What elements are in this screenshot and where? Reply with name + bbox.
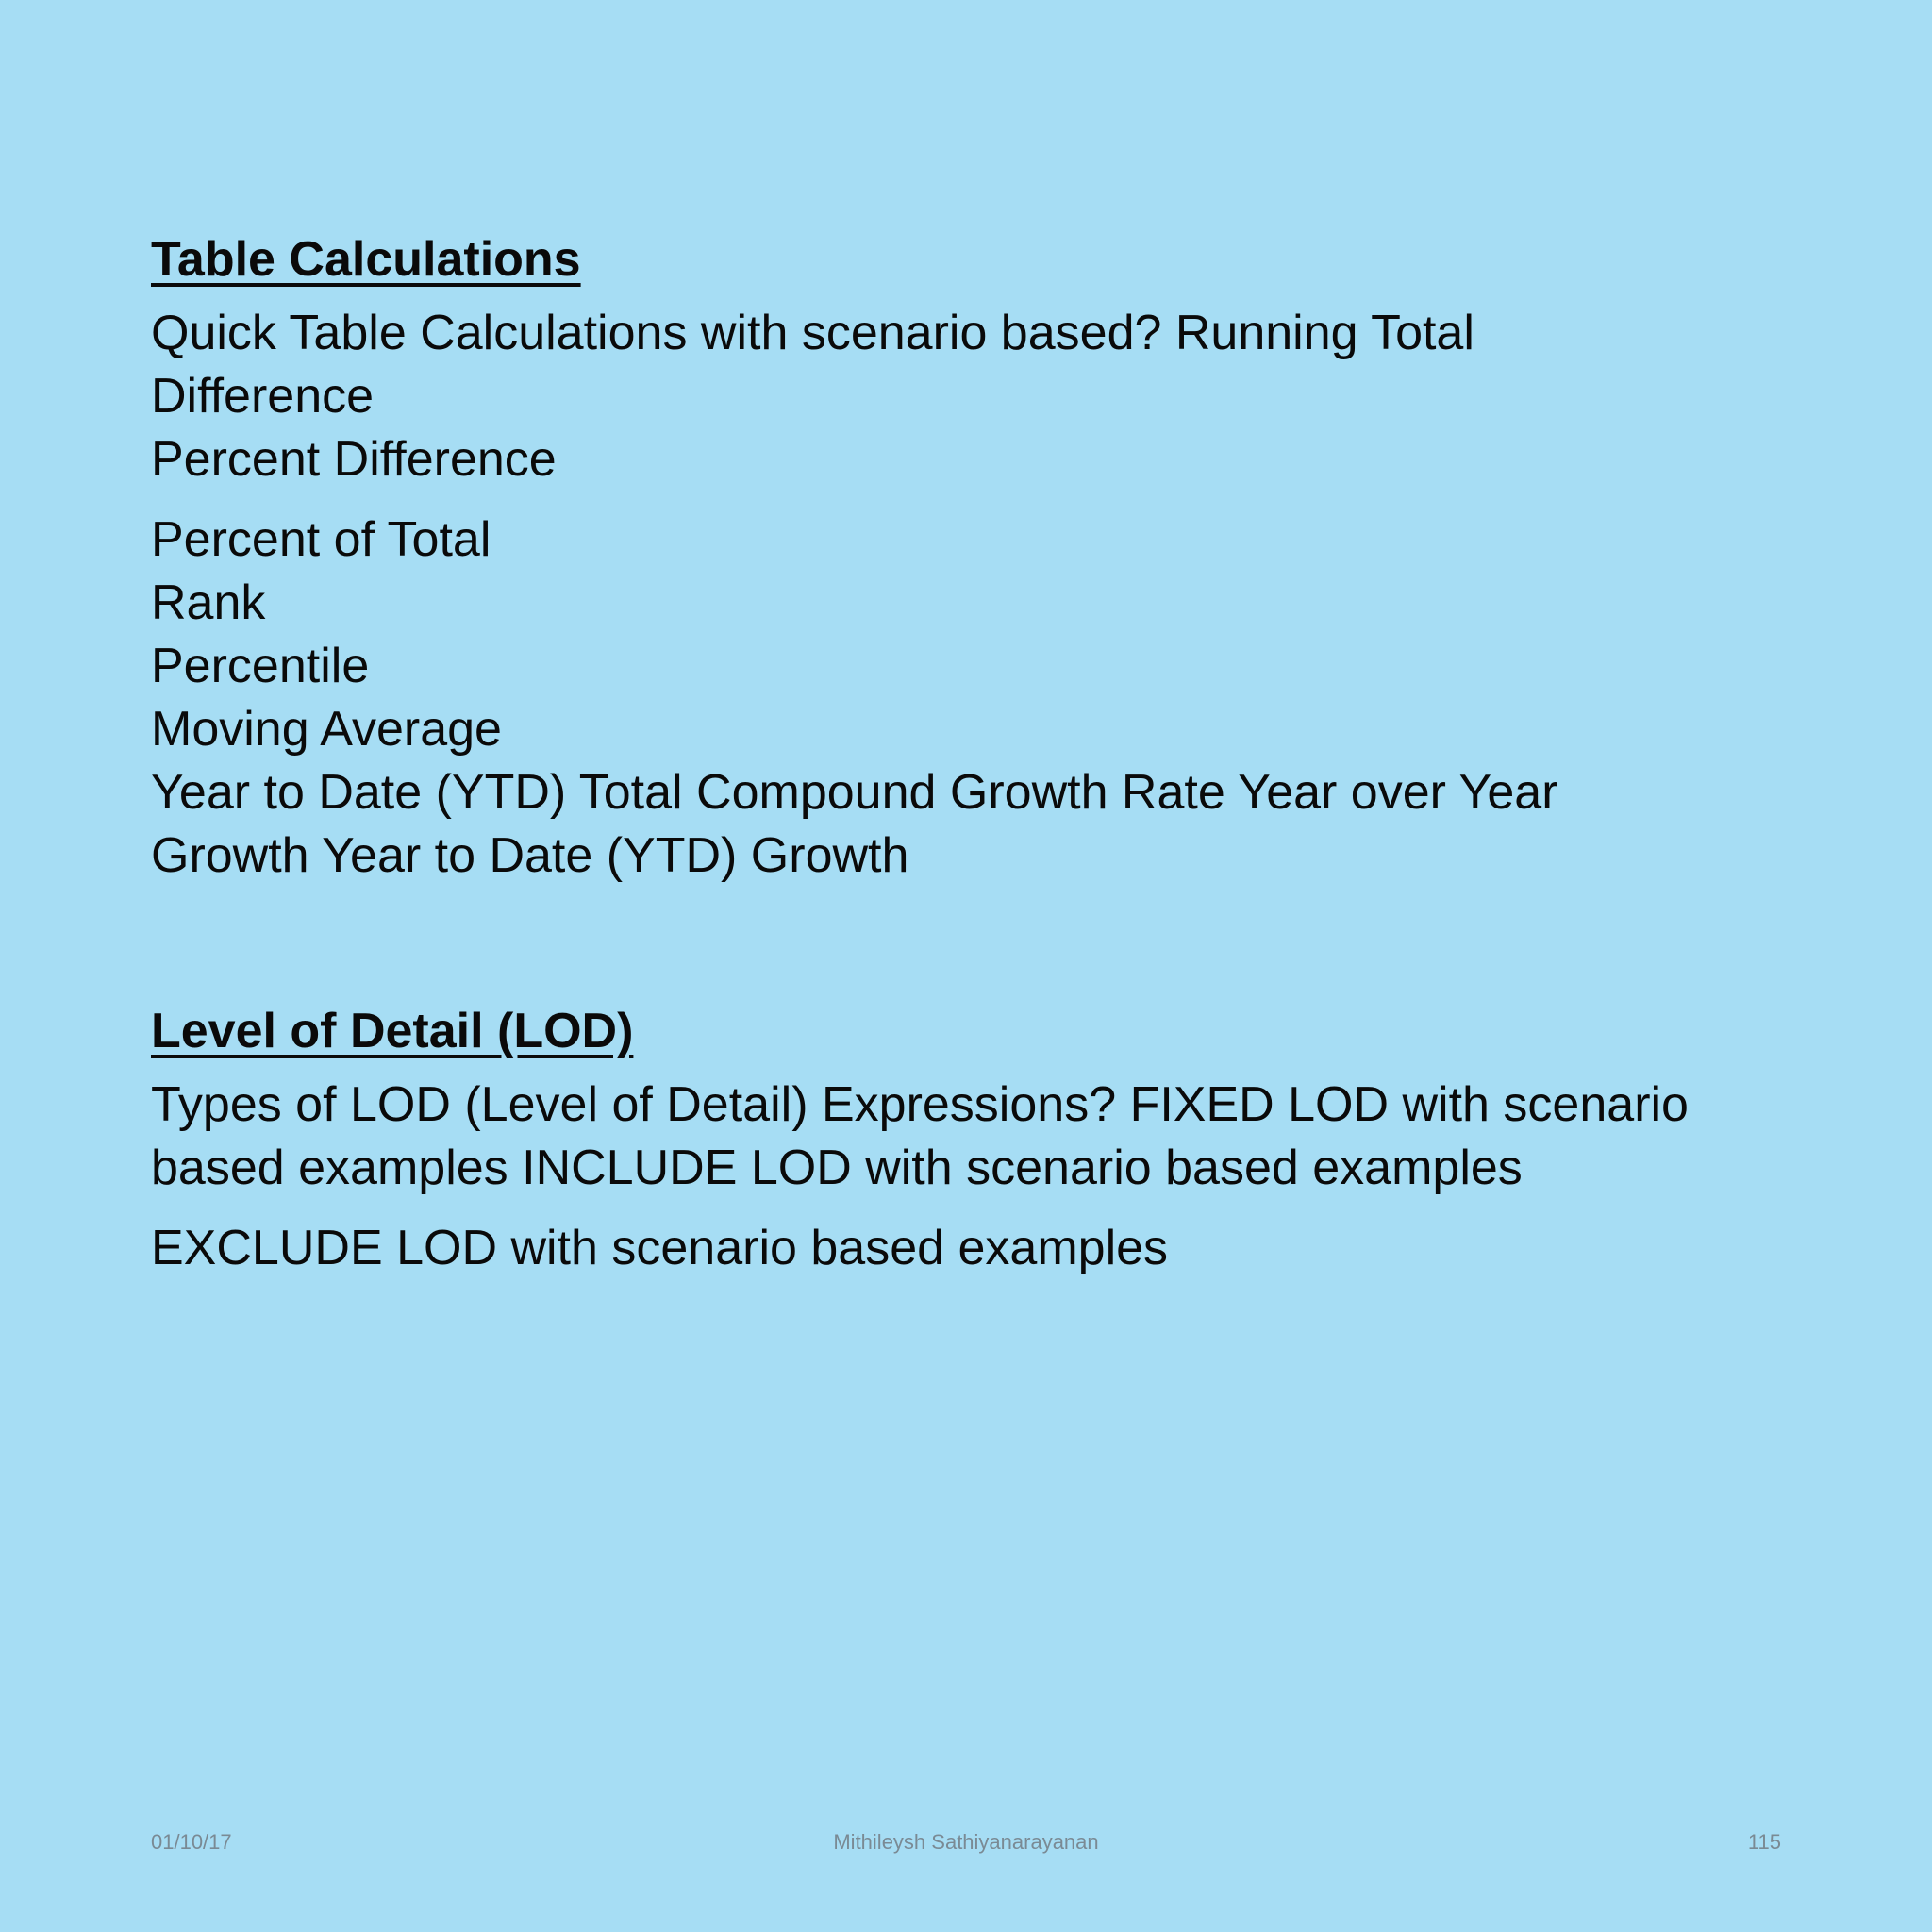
footer-date: 01/10/17 [151, 1830, 232, 1854]
text-line: Moving Average [151, 702, 502, 757]
text-line: Quick Table Calculations with scenario based? Running Total [151, 306, 1474, 360]
paragraph [151, 1074, 1849, 1200]
text-line: Percentile [151, 639, 370, 693]
text-line: EXCLUDE LOD with scenario based examples [151, 1221, 1169, 1275]
footer-author: Mithileysh Sathiyanarayanan [833, 1830, 1099, 1854]
section-heading: Level of Detail (LOD) [151, 1004, 634, 1058]
footer-page-number: 115 [1747, 1830, 1781, 1854]
text-line: based examples INCLUDE LOD with scenario based examples [151, 1141, 1523, 1195]
text-line: Percent Difference [151, 432, 557, 487]
paragraph [151, 508, 1849, 888]
paragraph [151, 302, 1849, 491]
paragraph [151, 1217, 1849, 1280]
text-line: Types of LOD (Level of Detail) Expressions? FIXED LOD with scenario [151, 1077, 1689, 1132]
text-line: Year to Date (YTD) Total Compound Growth Rate Year over Year [151, 765, 1558, 820]
lod-section [151, 998, 1849, 1280]
table-calculations-section [151, 226, 1849, 888]
text-line: Rank [151, 575, 266, 630]
section-heading: Table Calculations [151, 232, 581, 287]
text-line: Percent of Total [151, 512, 491, 567]
text-line: Difference [151, 369, 375, 424]
text-line: Growth Year to Date (YTD) Growth [151, 828, 909, 883]
